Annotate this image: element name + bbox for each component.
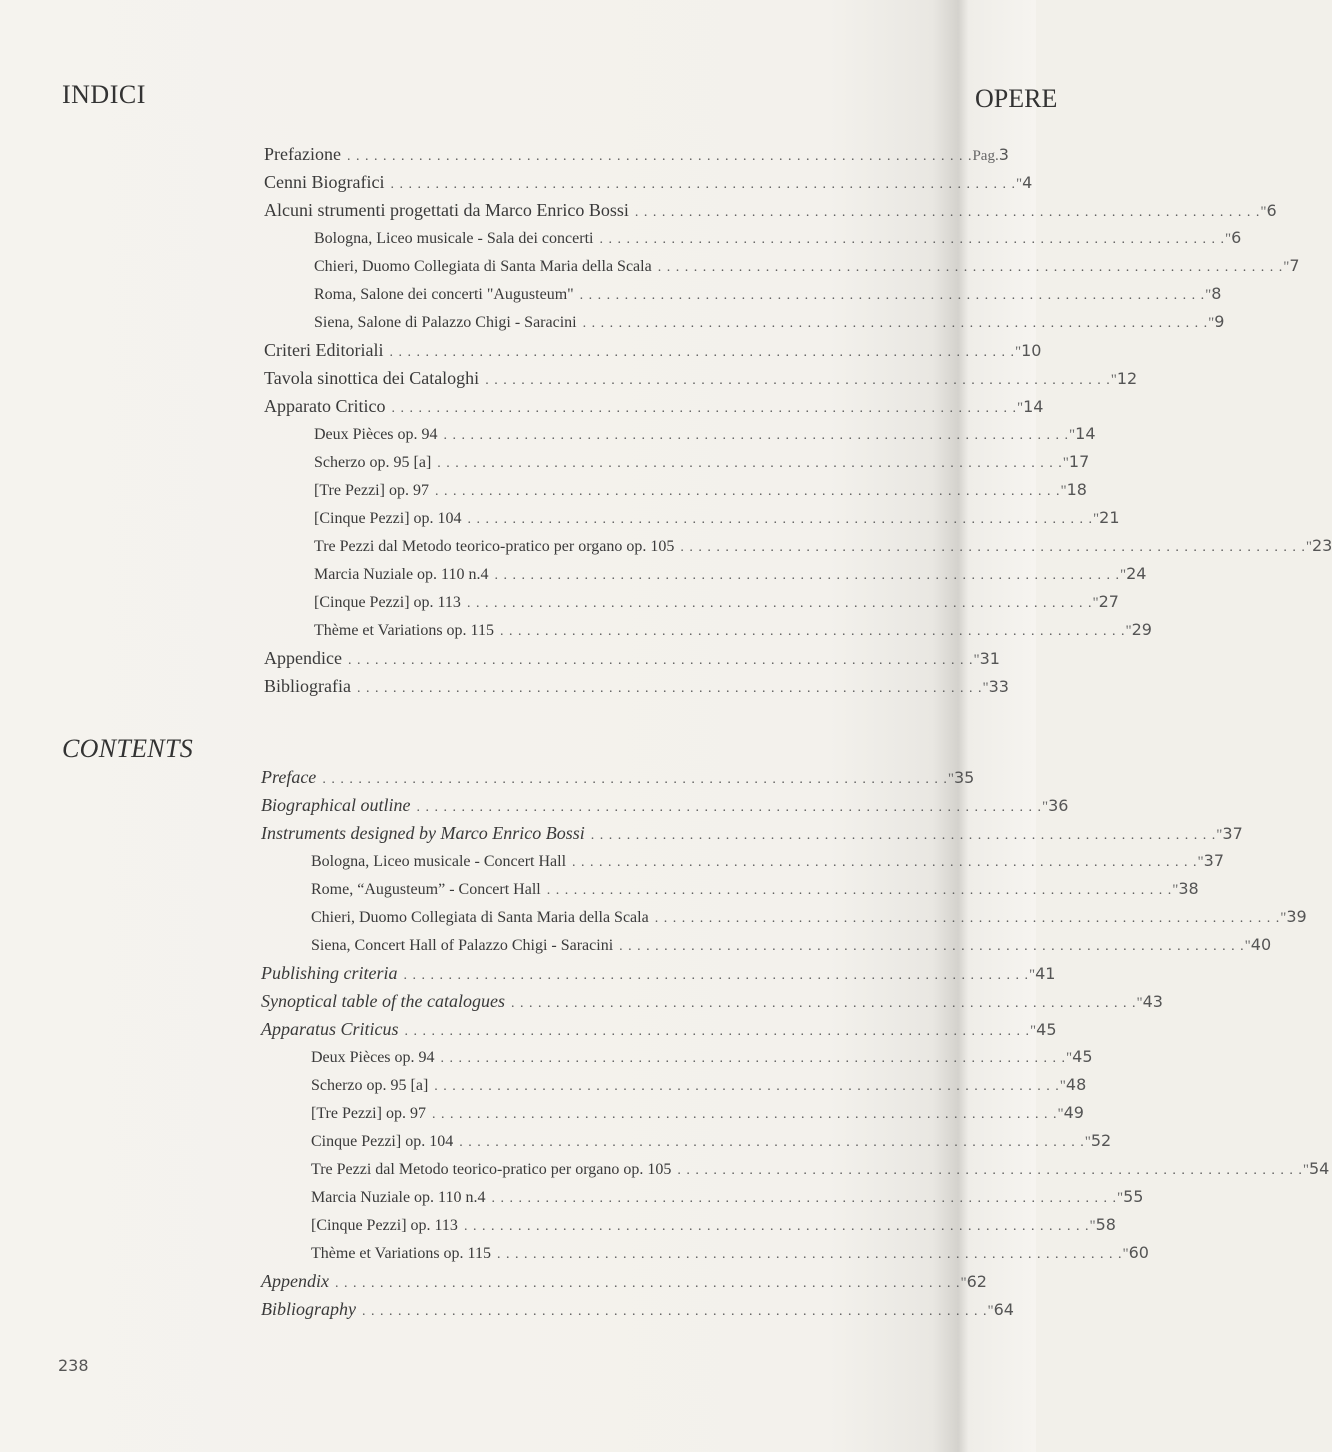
dot-leader bbox=[485, 367, 1111, 395]
toc-entry-ref: " bbox=[1041, 799, 1049, 815]
toc-entry-ref: " bbox=[973, 652, 980, 668]
toc-entry-page: 45 bbox=[1036, 1020, 1057, 1039]
toc-entry bbox=[0, 364, 1138, 392]
dot-leader bbox=[434, 1073, 1060, 1101]
toc-entry-title: Scherzo op. 95 [a] bbox=[311, 1077, 429, 1094]
toc-entry bbox=[0, 560, 1147, 588]
toc-entry bbox=[0, 504, 1120, 532]
toc-entry-ref: " bbox=[1089, 1218, 1096, 1234]
contents-heading: CONTENTS bbox=[62, 734, 194, 763]
toc-entry-page: 14 bbox=[1023, 397, 1044, 416]
toc-entry-title: Chieri, Duomo Collegiata di Santa Maria della Scala bbox=[314, 258, 652, 275]
dot-leader bbox=[583, 310, 1209, 338]
dot-leader bbox=[591, 822, 1217, 850]
toc-entry-title: Siena, Concert Hall of Palazzo Chigi - Saracini bbox=[311, 937, 614, 954]
toc-entry-page: 14 bbox=[1075, 424, 1096, 443]
toc-entry-page: 33 bbox=[988, 677, 1009, 696]
toc-entry-ref: " bbox=[1208, 315, 1215, 331]
toc-entry-page: 39 bbox=[1286, 907, 1307, 926]
toc-entry-title: Apparatus Criticus bbox=[261, 1019, 399, 1039]
toc-entry-title: Cinque Pezzi] op. 104 bbox=[311, 1133, 454, 1150]
dot-leader bbox=[389, 339, 1015, 367]
dot-leader bbox=[437, 450, 1063, 478]
dot-leader bbox=[497, 1241, 1123, 1269]
toc-entry bbox=[0, 588, 1119, 616]
toc-entry-ref: " bbox=[960, 1275, 967, 1291]
toc-entry-ref: " bbox=[1062, 455, 1069, 471]
toc-entry bbox=[0, 1099, 1084, 1127]
dot-leader bbox=[468, 506, 1094, 534]
toc-entry-page: 17 bbox=[1068, 452, 1090, 471]
toc-entry-ref: " bbox=[1092, 595, 1099, 611]
toc-entry-page: 45 bbox=[1072, 1047, 1093, 1066]
toc-entry-page: 3 bbox=[998, 145, 1009, 164]
toc-entry-ref: " bbox=[1122, 1246, 1129, 1262]
toc-entry-page: 54 bbox=[1308, 1159, 1330, 1178]
dot-leader bbox=[459, 1129, 1085, 1157]
dot-leader bbox=[655, 905, 1281, 933]
toc-entry-title: Apparato Critico bbox=[264, 396, 386, 416]
toc-entry-ref: " bbox=[1119, 567, 1127, 583]
dot-leader bbox=[405, 1018, 1031, 1046]
dot-leader bbox=[658, 254, 1284, 282]
dot-leader bbox=[511, 990, 1137, 1018]
toc-entry bbox=[0, 1183, 1144, 1211]
toc-english bbox=[0, 763, 1330, 1323]
toc-entry-title: Biographical outline bbox=[261, 795, 411, 815]
toc-entry-title: Chieri, Duomo Collegiata di Santa Maria della Scala bbox=[311, 909, 649, 926]
toc-entry-page: 6 bbox=[1266, 201, 1277, 220]
toc-entry-ref: " bbox=[1283, 259, 1290, 275]
toc-entry-title: Tre Pezzi dal Metodo teorico-pratico per organo op. 105 bbox=[314, 538, 675, 555]
toc-entry-title: [Tre Pezzi] op. 97 bbox=[311, 1105, 426, 1122]
toc-entry-title: Marcia Nuziale op. 110 n.4 bbox=[314, 566, 489, 583]
toc-entry-ref: " bbox=[982, 680, 989, 696]
toc-entry-page: 43 bbox=[1142, 992, 1163, 1011]
toc-entry-title: Alcuni strumenti progettati da Marco Enrico Bossi bbox=[264, 200, 629, 220]
toc-entry bbox=[0, 672, 1036, 700]
toc-entry-ref: " bbox=[1069, 427, 1076, 443]
toc-entry-ref: " bbox=[1014, 344, 1022, 360]
toc-entry-title: Instruments designed by Marco Enrico Bossi bbox=[261, 823, 585, 843]
toc-entry bbox=[0, 392, 1044, 420]
toc-entry bbox=[0, 476, 1087, 504]
dot-leader bbox=[464, 1213, 1090, 1241]
dot-leader bbox=[357, 675, 983, 703]
toc-entry bbox=[0, 791, 1069, 819]
toc-entry-title: Tavola sinottica dei Cataloghi bbox=[264, 368, 480, 388]
toc-entry bbox=[0, 196, 1277, 224]
dot-leader bbox=[635, 199, 1261, 227]
toc-entry-page: 21 bbox=[1099, 508, 1120, 527]
toc-entry bbox=[0, 1071, 1087, 1099]
toc-entry-ref: " bbox=[947, 771, 954, 787]
toc-entry-ref: " bbox=[1205, 287, 1212, 303]
toc-entry-ref: Pag. bbox=[972, 148, 999, 164]
toc-entry-ref: " bbox=[1197, 854, 1204, 870]
toc-entry-page: 48 bbox=[1065, 1075, 1087, 1094]
toc-entry-page: 8 bbox=[1211, 284, 1222, 303]
dot-leader bbox=[432, 1101, 1058, 1129]
toc-entry-ref: " bbox=[1110, 372, 1117, 388]
toc-entry bbox=[0, 987, 1163, 1015]
toc-entry-page: 23 bbox=[1311, 536, 1332, 555]
dot-leader bbox=[322, 766, 948, 794]
toc-entry bbox=[0, 224, 1242, 252]
toc-entry bbox=[0, 308, 1225, 336]
dot-leader bbox=[335, 1270, 961, 1298]
toc-entry-page: 37 bbox=[1222, 824, 1243, 843]
toc-entry-title: Roma, Salone dei concerti "Augusteum" bbox=[314, 286, 574, 303]
toc-entry-ref: " bbox=[1216, 827, 1223, 843]
toc-entry-page: 37 bbox=[1203, 851, 1225, 870]
dot-leader bbox=[677, 1157, 1303, 1185]
dot-leader bbox=[580, 282, 1206, 310]
toc-entry-page: 41 bbox=[1035, 964, 1056, 983]
dot-leader bbox=[680, 534, 1306, 562]
toc-entry bbox=[0, 875, 1199, 903]
dot-leader bbox=[391, 395, 1017, 423]
toc-entry-ref: " bbox=[1057, 1106, 1064, 1122]
toc-entry bbox=[0, 1239, 1149, 1267]
toc-entry-ref: " bbox=[987, 1303, 994, 1319]
toc-entry-page: 18 bbox=[1066, 480, 1087, 499]
next-page-heading: OPERE bbox=[975, 84, 1058, 113]
toc-entry-ref: " bbox=[1059, 1078, 1066, 1094]
toc-entry-title: Publishing criteria bbox=[261, 963, 398, 983]
toc-entry-ref: " bbox=[1244, 938, 1251, 954]
toc-entry bbox=[0, 847, 1225, 875]
toc-entry-title: Synoptical table of the catalogues bbox=[261, 991, 505, 1011]
toc-entry-page: 7 bbox=[1289, 256, 1300, 275]
toc-entry-title: [Cinque Pezzi] op. 104 bbox=[314, 510, 462, 527]
toc-entry bbox=[0, 616, 1152, 644]
toc-entry-page: 24 bbox=[1126, 564, 1147, 583]
toc-entry-title: Appendice bbox=[264, 648, 342, 668]
toc-entry-ref: " bbox=[1084, 1134, 1091, 1150]
toc-entry-title: Marcia Nuziale op. 110 n.4 bbox=[311, 1189, 486, 1206]
toc-entry bbox=[0, 1155, 1330, 1183]
toc-entry-title: Scherzo op. 95 [a] bbox=[314, 454, 432, 471]
toc-entry-title: Thème et Variations op. 115 bbox=[311, 1245, 491, 1262]
dot-leader bbox=[491, 1185, 1117, 1213]
toc-entry-page: 9 bbox=[1214, 312, 1225, 331]
toc-entry-title: Bibliography bbox=[261, 1299, 356, 1319]
toc-entry-ref: " bbox=[1116, 1190, 1124, 1206]
toc-entry-title: Appendix bbox=[261, 1271, 329, 1291]
toc-entry-title: Rome, “Augusteum” - Concert Hall bbox=[311, 881, 541, 898]
toc-entry-page: 36 bbox=[1048, 796, 1069, 815]
toc-entry bbox=[0, 644, 1036, 672]
dot-leader bbox=[441, 1045, 1067, 1073]
toc-entry bbox=[0, 819, 1243, 847]
toc-entry-ref: " bbox=[1260, 204, 1267, 220]
toc-entry-ref: " bbox=[1136, 995, 1143, 1011]
toc-entry-title: [Cinque Pezzi] op. 113 bbox=[311, 1217, 458, 1234]
dot-leader bbox=[435, 478, 1061, 506]
page-number: 238 bbox=[58, 1356, 89, 1375]
dot-leader bbox=[619, 933, 1245, 961]
toc-entry bbox=[0, 336, 1042, 364]
toc-entry-page: 6 bbox=[1231, 228, 1242, 247]
toc-entry bbox=[0, 1127, 1112, 1155]
toc-entry-ref: " bbox=[1224, 231, 1232, 247]
toc-entry-page: 52 bbox=[1090, 1131, 1112, 1150]
toc-entry-title: Preface bbox=[261, 767, 317, 787]
dot-leader bbox=[572, 849, 1198, 877]
dot-leader bbox=[500, 618, 1126, 646]
toc-entry-page: 60 bbox=[1128, 1243, 1149, 1262]
toc-entry-ref: " bbox=[1030, 1023, 1037, 1039]
toc-entry-page: 4 bbox=[1022, 173, 1033, 192]
toc-entry-ref: " bbox=[1305, 539, 1312, 555]
toc-entry bbox=[0, 931, 1272, 959]
dot-leader bbox=[362, 1298, 988, 1326]
dot-leader bbox=[416, 794, 1042, 822]
toc-entry bbox=[0, 280, 1222, 308]
toc-entry bbox=[0, 252, 1300, 280]
toc-entry-title: Deux Pièces op. 94 bbox=[314, 426, 438, 443]
toc-entry-page: 49 bbox=[1063, 1103, 1084, 1122]
toc-entry-page: 62 bbox=[966, 1272, 987, 1291]
toc-entry-title: Bologna, Liceo musicale - Sala dei concerti bbox=[314, 230, 594, 247]
toc-entry-title: Thème et Variations op. 115 bbox=[314, 622, 494, 639]
toc-entry-title: Bibliografia bbox=[264, 676, 351, 696]
toc-entry bbox=[0, 1015, 1057, 1043]
toc-entry-page: 27 bbox=[1098, 592, 1119, 611]
toc-entry-ref: " bbox=[1029, 967, 1036, 983]
toc-entry-title: Deux Pièces op. 94 bbox=[311, 1049, 435, 1066]
toc-entry-page: 31 bbox=[979, 649, 1000, 668]
dot-leader bbox=[547, 877, 1173, 905]
dot-leader bbox=[404, 962, 1030, 990]
toc-entry-title: Cenni Biografici bbox=[264, 172, 385, 192]
toc-entry bbox=[0, 448, 1090, 476]
toc-entry-page: 64 bbox=[993, 1300, 1014, 1319]
dot-leader bbox=[390, 171, 1016, 199]
toc-entry-ref: " bbox=[1016, 400, 1024, 416]
toc-entry bbox=[0, 763, 1036, 791]
toc-entry-title: Bologna, Liceo musicale - Concert Hall bbox=[311, 853, 567, 870]
toc-entry-page: 12 bbox=[1116, 369, 1138, 388]
dot-leader bbox=[348, 647, 974, 675]
toc-entry-ref: " bbox=[1172, 882, 1179, 898]
toc-entry-title: Criteri Editoriali bbox=[264, 340, 384, 360]
toc-entry-page: 38 bbox=[1178, 879, 1199, 898]
toc-entry-page: 40 bbox=[1250, 935, 1272, 954]
toc-entry-page: 58 bbox=[1095, 1215, 1116, 1234]
toc-entry bbox=[0, 140, 1036, 168]
toc-entry bbox=[0, 420, 1096, 448]
toc-entry bbox=[0, 168, 1036, 196]
dot-leader bbox=[467, 590, 1093, 618]
toc-entry-ref: " bbox=[1125, 623, 1132, 639]
toc-entry bbox=[0, 1295, 1036, 1323]
toc-italian bbox=[0, 140, 1332, 700]
toc-entry-page: 29 bbox=[1131, 620, 1152, 639]
toc-entry-title: Tre Pezzi dal Metodo teorico-pratico per organo op. 105 bbox=[311, 1161, 672, 1178]
toc-entry bbox=[0, 1267, 1036, 1295]
toc-entry bbox=[0, 903, 1307, 931]
toc-entry-title: [Tre Pezzi] op. 97 bbox=[314, 482, 429, 499]
toc-entry-page: 35 bbox=[953, 768, 975, 787]
toc-entry bbox=[0, 1211, 1116, 1239]
toc-entry-page: 10 bbox=[1021, 341, 1042, 360]
indici-heading: INDICI bbox=[62, 80, 146, 109]
toc-entry-title: Siena, Salone di Palazzo Chigi - Saracini bbox=[314, 314, 577, 331]
toc-entry bbox=[0, 1043, 1093, 1071]
toc-entry-title: Prefazione bbox=[264, 144, 341, 164]
toc-entry-ref: " bbox=[1093, 511, 1100, 527]
toc-entry-ref: " bbox=[1015, 176, 1023, 192]
toc-entry-page: 55 bbox=[1123, 1187, 1144, 1206]
dot-leader bbox=[444, 422, 1070, 450]
toc-entry bbox=[0, 959, 1056, 987]
toc-entry-ref: " bbox=[1280, 910, 1287, 926]
toc-entry bbox=[0, 532, 1332, 560]
dot-leader bbox=[347, 143, 973, 171]
dot-leader bbox=[494, 562, 1120, 590]
toc-entry-title: [Cinque Pezzi] op. 113 bbox=[314, 594, 461, 611]
toc-entry-ref: " bbox=[1060, 483, 1067, 499]
dot-leader bbox=[599, 226, 1225, 254]
toc-entry-ref: " bbox=[1302, 1162, 1309, 1178]
toc-entry-ref: " bbox=[1066, 1050, 1073, 1066]
